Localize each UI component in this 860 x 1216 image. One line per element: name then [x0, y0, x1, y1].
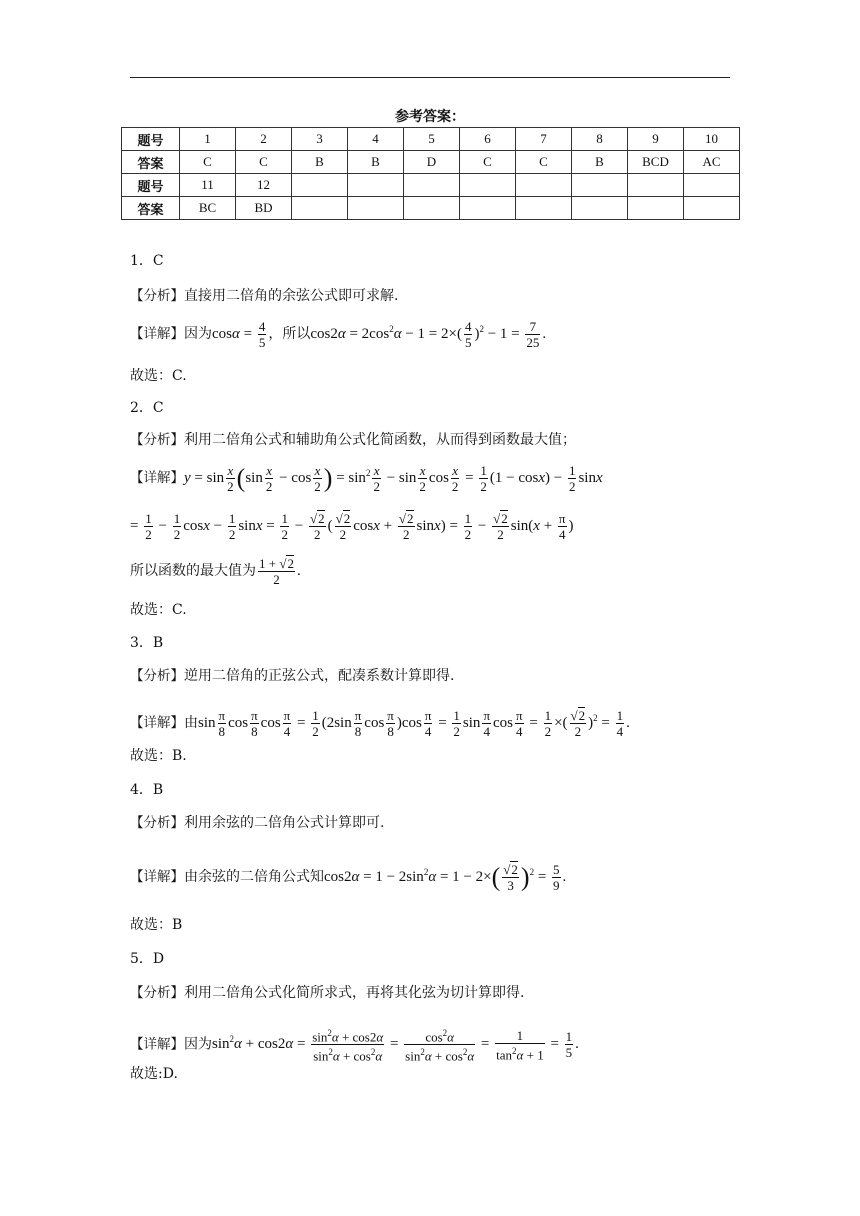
table-cell: BCD: [628, 151, 684, 174]
solution-4-detail: [130, 862, 566, 893]
table-row: [122, 151, 740, 174]
solution-3-analysis: [130, 667, 454, 685]
solution-5-conclusion: 故选:D.: [130, 1066, 178, 1082]
table-cell: 2: [236, 128, 292, 151]
table-cell: C: [180, 151, 236, 174]
solution-5-heading: 5．D: [130, 951, 165, 967]
table-cell: [404, 174, 460, 197]
analysis-label: 【分析】: [130, 985, 184, 1001]
table-cell: [348, 197, 404, 220]
max-text: 所以函数的最大值为: [130, 562, 256, 579]
table-cell: 6: [460, 128, 516, 151]
table-cell: [292, 174, 348, 197]
formula: $\frac{1 + √2}{2}$ .: [259, 556, 301, 587]
row-label-question: 题号: [122, 128, 180, 151]
row-label-answer: 答案: [122, 151, 180, 174]
table-cell: [684, 197, 740, 220]
answer-key-title: 参考答案：: [395, 109, 465, 125]
analysis-label: 【分析】: [130, 815, 184, 831]
table-cell: [684, 174, 740, 197]
table-cell: B: [572, 151, 628, 174]
solution-1-conclusion: 故选：C.: [130, 368, 187, 384]
table-cell: [292, 197, 348, 220]
table-cell: 3: [292, 128, 348, 151]
formula: $\cos 2\alpha = 2\cos^2\alpha - 1 = 2\times$( $\frac{4}{5}$ )$^2$ − 1 = $\frac{7}{25}$ .: [310, 319, 547, 350]
row-label-question: 题号: [122, 174, 180, 197]
header-rule: [130, 77, 730, 78]
solution-4-heading: 4．B: [130, 782, 164, 798]
table-cell: C: [236, 151, 292, 174]
solution-3-heading: 3．B: [130, 635, 164, 651]
detail-label: 【详解】: [130, 868, 184, 885]
solution-1-detail: [130, 319, 546, 350]
solution-2-detail-cont: [130, 511, 574, 542]
table-cell: AC: [684, 151, 740, 174]
table-cell: 9: [628, 128, 684, 151]
table-cell: [572, 174, 628, 197]
table-cell: [404, 197, 460, 220]
solution-2-analysis: [130, 431, 576, 449]
detail-label: 【详解】: [130, 1036, 184, 1053]
table-cell: BC: [180, 197, 236, 220]
analysis-text: 利用余弦的二倍角公式计算即可.: [184, 815, 385, 831]
table-cell: 10: [684, 128, 740, 151]
solution-1-heading: 1．C: [130, 253, 164, 269]
detail-label: 【详解】: [130, 325, 184, 342]
table-cell: 8: [572, 128, 628, 151]
answer-table: [121, 127, 740, 220]
solution-2-conclusion: 故选：C.: [130, 602, 187, 618]
table-cell: [460, 197, 516, 220]
table-cell: 11: [180, 174, 236, 197]
formula: $\sin^2\alpha + \cos 2\alpha$ = $\frac{\sin^2\alpha + \cos 2\alpha}{\sin^2\alpha + \cos^2\alpha}$ = $\frac{\cos^2\alpha}{\sin^2\alpha + \cos^2\alpha}$ = $\frac{1}{\tan^2\alpha + 1}$ = $\frac{1}{5}$ .: [212, 1027, 579, 1064]
formula: cosα = $\frac{4}{5}$: [212, 319, 266, 350]
formula: y = sin $\frac{x}{2}$ (sin $\frac{x}{2}$ − cos $\frac{x}{2}$ ) = $\sin^2$ $\frac{x}{2}$ − sin $\frac{x}{2}$ cos $\frac{x}{2}$ = $\frac{1}{2}$ (1 − cosx) − $\frac{1}{2}$ sinx: [184, 463, 603, 494]
solution-3-detail: [130, 708, 630, 739]
formula: = $\frac{1}{2}$ − $\frac{1}{2}$ cosx − $\frac{1}{2}$ sinx = $\frac{1}{2}$ − $\frac{√2}{2}$ ( $\frac{√2}{2}$ cosx + $\frac{√2}{2}$ sinx) = $\frac{1}{2}$ − $\frac{√2}{2}$ sin(x + $\frac{\pi}{4}$ ): [130, 511, 574, 542]
table-cell: B: [292, 151, 348, 174]
table-cell: 5: [404, 128, 460, 151]
table-cell: [516, 197, 572, 220]
analysis-text: 直接用二倍角的余弦公式即可求解.: [184, 288, 399, 304]
formula: sin $\frac{\pi}{8}$ cos $\frac{\pi}{8}$ cos $\frac{\pi}{4}$ = $\frac{1}{2}$ (2sin $\frac{\pi}{8}$ cos $\frac{\pi}{8}$ )cos $\frac{\pi}{4}$ = $\frac{1}{2}$ sin $\frac{\pi}{4}$ cos $\frac{\pi}{4}$ = $\frac{1}{2}$ ×( $\frac{√2}{2}$ )$^2$ = $\frac{1}{4}$ .: [198, 708, 630, 739]
solution-4-conclusion: 故选：B: [130, 917, 183, 933]
table-row: [122, 128, 740, 151]
solution-2-heading: 2．C: [130, 400, 164, 416]
table-cell: [348, 174, 404, 197]
table-row: [122, 197, 740, 220]
detail-intro: 因为: [184, 1036, 212, 1053]
solution-2-detail: [130, 463, 603, 494]
solution-5-analysis: [130, 984, 524, 1002]
detail-mid: ，所以: [268, 325, 311, 342]
solution-3-conclusion: 故选：B.: [130, 748, 187, 764]
table-cell: 7: [516, 128, 572, 151]
solution-2-max: [130, 556, 301, 587]
table-cell: 4: [348, 128, 404, 151]
table-cell: 12: [236, 174, 292, 197]
solution-4-analysis: [130, 814, 384, 832]
table-cell: D: [404, 151, 460, 174]
table-cell: [516, 174, 572, 197]
row-label-answer: 答案: [122, 197, 180, 220]
analysis-label: 【分析】: [130, 432, 184, 448]
detail-intro: 因为: [184, 325, 212, 342]
table-cell: [628, 197, 684, 220]
detail-intro: 由余弦的二倍角公式知: [184, 868, 324, 885]
detail-label: 【详解】: [130, 714, 184, 731]
table-cell: 1: [180, 128, 236, 151]
solution-5-detail: [130, 1026, 579, 1064]
analysis-label: 【分析】: [130, 668, 184, 684]
table-cell: B: [348, 151, 404, 174]
table-cell: [628, 174, 684, 197]
table-cell: C: [516, 151, 572, 174]
table-cell: [460, 174, 516, 197]
table-row: [122, 174, 740, 197]
table-cell: [572, 197, 628, 220]
analysis-text: 逆用二倍角的正弦公式，配凑系数计算即得.: [184, 668, 455, 684]
solution-1-analysis: [130, 287, 398, 305]
detail-label: 【详解】: [130, 469, 184, 486]
detail-intro: 由: [184, 714, 198, 731]
table-cell: C: [460, 151, 516, 174]
analysis-label: 【分析】: [130, 288, 184, 304]
table-cell: BD: [236, 197, 292, 220]
analysis-text: 利用二倍角公式和辅助角公式化简函数，从而得到函数最大值；: [184, 432, 576, 448]
analysis-text: 利用二倍角公式化简所求式，再将其化弦为切计算即得.: [184, 985, 525, 1001]
formula: $\cos 2\alpha = 1 - 2\sin^2\alpha = 1 - 2\times$( $\frac{√2}{3}$ )$^2$ = $\frac{5}{9}$ .: [324, 862, 567, 893]
